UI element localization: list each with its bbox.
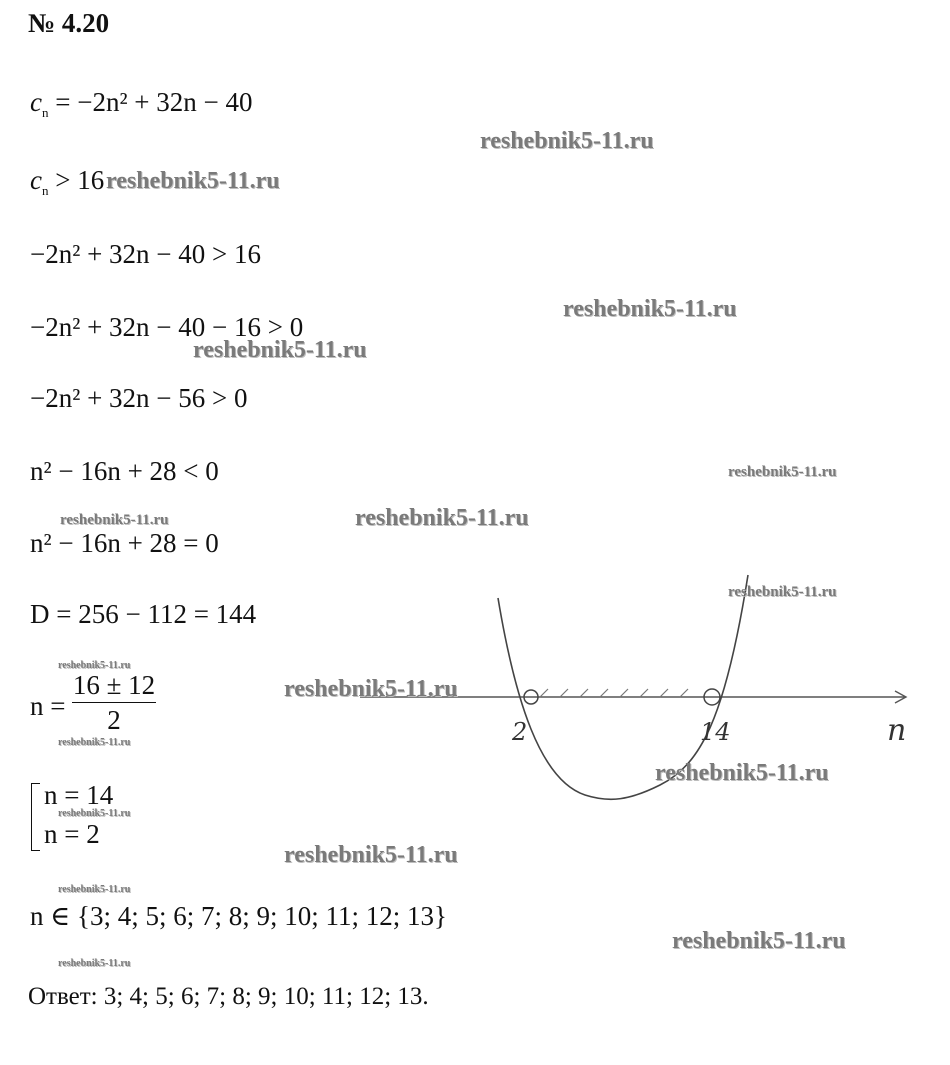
equation-step-3: −2n² + 32n − 56 > 0 xyxy=(30,383,248,413)
equation-cn-definition: $c_n = -2n^2 + 32n - 40$ xyxy=(30,87,253,120)
problem-title: № 4.20 xyxy=(28,8,110,38)
equation-cn-gt: > 16 xyxy=(55,165,105,195)
watermark: reshebnik5-11.ru xyxy=(355,505,529,531)
watermark: reshebnik5-11.ru xyxy=(563,296,737,322)
watermark: reshebnik5-11.ru xyxy=(58,660,131,671)
watermark: reshebnik5-11.ru xyxy=(58,808,131,819)
root-formula-lhs: n = xyxy=(30,691,66,721)
graph-label-2: 2 xyxy=(512,718,528,746)
watermark: reshebnik5-11.ru xyxy=(480,128,654,154)
watermark: reshebnik5-11.ru xyxy=(58,884,131,895)
root-2: n = 2 xyxy=(44,819,100,849)
equation-cn-rhs: = −2n² + 32n − 40 xyxy=(55,87,253,117)
watermark: reshebnik5-11.ru xyxy=(284,676,458,702)
equation-step-4: n² − 16n + 28 < 0 xyxy=(30,456,219,486)
fraction-numerator: 16 ± 12 xyxy=(72,670,156,700)
equation-cn-inequality: $c_n > 16$ xyxy=(30,165,105,198)
watermark: reshebnik5-11.ru xyxy=(60,512,169,528)
watermark: reshebnik5-11.ru xyxy=(728,464,837,480)
fraction-denominator: 2 xyxy=(107,705,121,735)
watermark: reshebnik5-11.ru xyxy=(58,737,131,748)
watermark: reshebnik5-11.ru xyxy=(655,760,829,786)
watermark: reshebnik5-11.ru xyxy=(106,168,280,194)
equation-step-5: n² − 16n + 28 = 0 xyxy=(30,528,219,558)
discriminant: D = 256 − 112 = 144 xyxy=(30,599,257,629)
watermark: reshebnik5-11.ru xyxy=(193,337,367,363)
watermark: reshebnik5-11.ru xyxy=(58,958,131,969)
equation-step-1: −2n² + 32n − 40 > 16 xyxy=(30,239,262,269)
graph-label-14: 14 xyxy=(700,718,731,746)
watermark: reshebnik5-11.ru xyxy=(284,842,458,868)
equation-step-2: −2n² + 32n − 40 − 16 > 0 xyxy=(30,312,304,342)
watermark: reshebnik5-11.ru xyxy=(728,584,837,600)
answer-line: Ответ: 3; 4; 5; 6; 7; 8; 9; 10; 11; 12; 13. xyxy=(28,983,429,1010)
watermark: reshebnik5-11.ru xyxy=(672,928,846,954)
root-14: n = 14 xyxy=(44,780,114,810)
graph-axis-label: n xyxy=(887,713,907,748)
hatching xyxy=(540,689,688,697)
solution-set: n ∈ {3; 4; 5; 6; 7; 8; 9; 10; 11; 12; 13} xyxy=(30,901,447,931)
